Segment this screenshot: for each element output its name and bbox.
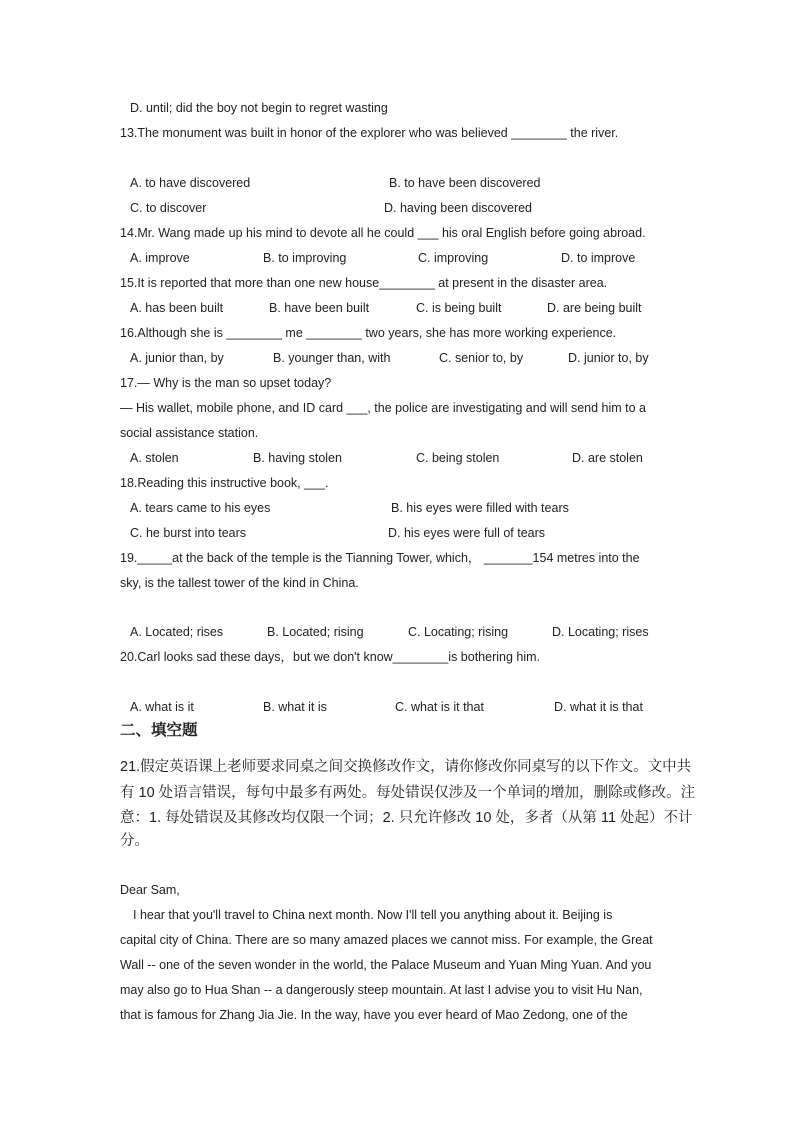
q20-stem: 20.Carl looks sad these days，but we don't know________is bothering him. bbox=[120, 650, 541, 664]
q14-option-a: A. improve bbox=[130, 251, 190, 265]
q15-stem: 15.It is reported that more than one new house________ at present in the disaster area. bbox=[120, 276, 608, 290]
q19-option-b: B. Located; rising bbox=[267, 625, 364, 639]
letter-line-5: that is famous for Zhang Jia Jie. In the way, have you ever heard of Mao Zedong, one of the bbox=[120, 1008, 628, 1022]
q17-option-d: D. are stolen bbox=[572, 451, 643, 465]
q18-stem: 18.Reading this instructive book, ___. bbox=[120, 476, 329, 490]
q16-stem: 16.Although she is ________ me ________ two years, she has more working experience. bbox=[120, 326, 617, 340]
q19-stem-line-1: 19._____at the back of the temple is the Tianning Tower, which， _______154 metres into the bbox=[120, 551, 640, 565]
q17-option-c: C. being stolen bbox=[416, 451, 500, 465]
q21-instruction-line-3: 意：1. 每处错误及其修改均仅限一个词；2. 只允许修改 10 处，多者（从第 11 处起）不计 bbox=[120, 810, 693, 826]
q13-option-a: A. to have discovered bbox=[130, 176, 251, 190]
q14-option-b: B. to improving bbox=[263, 251, 347, 265]
q19-option-c: C. Locating; rising bbox=[408, 625, 509, 639]
section-title: 二、填空题 bbox=[120, 722, 198, 739]
q17-stem-line-1: 17.— Why is the man so upset today? bbox=[120, 376, 332, 390]
q18-option-b: B. his eyes were filled with tears bbox=[391, 501, 569, 515]
q14-stem: 14.Mr. Wang made up his mind to devote all he could ___ his oral English before going abroad. bbox=[120, 226, 646, 240]
q15-option-a: A. has been built bbox=[130, 301, 224, 315]
q18-option-d: D. his eyes were full of tears bbox=[388, 526, 546, 540]
q21-instruction-line-1: 21.假定英语课上老师要求同桌之间交换修改作文，请你修改你同桌写的以下作文。文中共 bbox=[120, 759, 692, 775]
q13-option-b: B. to have been discovered bbox=[389, 176, 541, 190]
q13-option-d: D. having been discovered bbox=[384, 201, 533, 215]
q19-stem-line-2: sky, is the tallest tower of the kind in China. bbox=[120, 576, 359, 590]
q17-stem-line-2: — His wallet, mobile phone, and ID card ___, the police are investigating and will send him to a bbox=[120, 401, 646, 415]
q18-option-c: C. he burst into tears bbox=[130, 526, 247, 540]
q16-option-d: D. junior to, by bbox=[568, 351, 649, 365]
q21-instruction-line-2: 有 10 处语言错误，每句中最多有两处。每处错误仅涉及一个单词的增加，删除或修改。注 bbox=[120, 785, 696, 801]
q20-option-d: D. what it is that bbox=[554, 700, 643, 714]
q14-option-d: D. to improve bbox=[561, 251, 636, 265]
letter-line-3: Wall -- one of the seven wonder in the world, the Palace Museum and Yuan Ming Yuan. And you bbox=[120, 958, 652, 972]
q18-option-a: A. tears came to his eyes bbox=[130, 501, 271, 515]
q14-option-c: C. improving bbox=[418, 251, 489, 265]
q16-option-c: C. senior to, by bbox=[439, 351, 524, 365]
q19-option-d: D. Locating; rises bbox=[552, 625, 649, 639]
q15-option-b: B. have been built bbox=[269, 301, 370, 315]
q15-option-d: D. are being built bbox=[547, 301, 642, 315]
q19-option-a: A. Located; rises bbox=[130, 625, 224, 639]
q20-option-a: A. what is it bbox=[130, 700, 194, 714]
q13-option-c: C. to discover bbox=[130, 201, 207, 215]
q17-stem-line-3: social assistance station. bbox=[120, 426, 259, 440]
q16-option-a: A. junior than, by bbox=[130, 351, 224, 365]
letter-line-4: may also go to Hua Shan -- a dangerously steep mountain. At last I advise you to visit Hu Nan, bbox=[120, 983, 643, 997]
q20-option-c: C. what is it that bbox=[395, 700, 484, 714]
q17-option-a: A. stolen bbox=[130, 451, 179, 465]
q21-instruction-line-4: 分。 bbox=[120, 833, 149, 849]
q12-option-d: D. until; did the boy not begin to regret wasting bbox=[130, 101, 388, 115]
letter-line-2: capital city of China. There are so many amazed places we cannot miss. For example, the Great bbox=[120, 933, 653, 947]
q17-option-b: B. having stolen bbox=[253, 451, 342, 465]
q20-option-b: B. what it is bbox=[263, 700, 327, 714]
q13-stem: 13.The monument was built in honor of the explorer who was believed ________ the river. bbox=[120, 126, 619, 140]
letter-salutation: Dear Sam, bbox=[120, 883, 180, 897]
letter-line-1: I hear that you'll travel to China next month. Now I'll tell you anything about it. Beijing is bbox=[133, 908, 613, 922]
q16-option-b: B. younger than, with bbox=[273, 351, 391, 365]
q15-option-c: C. is being built bbox=[416, 301, 502, 315]
